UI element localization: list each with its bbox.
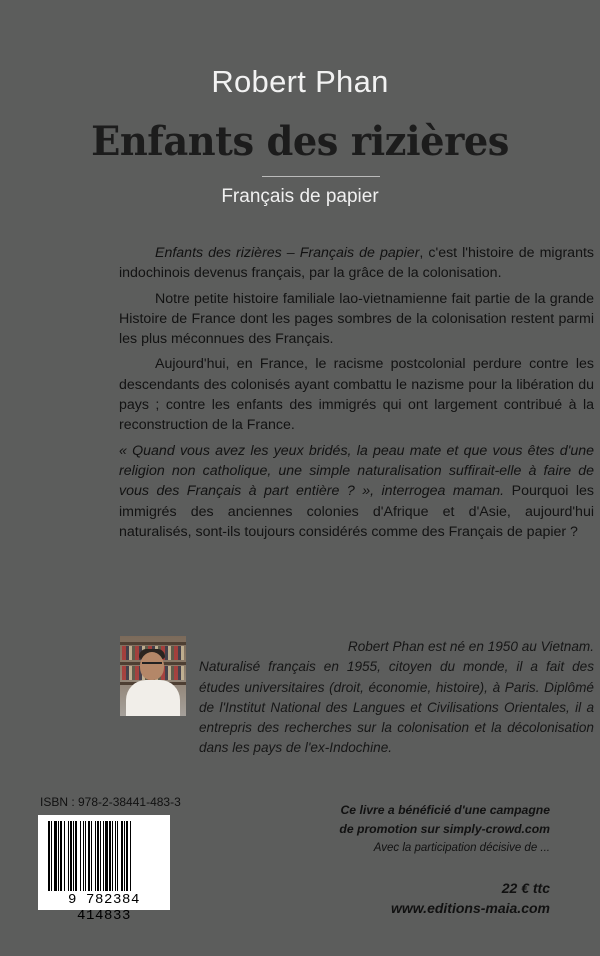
title-divider — [262, 176, 380, 177]
barcode — [38, 815, 170, 924]
barcode-bar — [70, 821, 72, 891]
barcode-bar — [97, 821, 99, 891]
barcode-bar — [83, 821, 84, 891]
author-bio-first-line: Robert Phan est né en 1950 au Vietnam. — [347, 639, 594, 654]
barcode-bar — [100, 821, 101, 891]
barcode-bar — [60, 821, 62, 891]
blurb-paragraph-1 — [119, 243, 594, 284]
barcode-number: 9 782384 414833 — [67, 892, 140, 924]
barcode-bar — [124, 821, 125, 891]
price: 22 € ttc — [501, 880, 550, 896]
barcode-bar — [73, 821, 74, 891]
promo-line-1: Ce livre a bénéficié d'une campagne — [340, 803, 550, 817]
barcode-bar — [91, 821, 92, 891]
barcode-bar — [103, 821, 104, 891]
blurb-paragraph-3: Aujourd'hui, en France, le racisme postcolonial perdure contre les descendants des colonisés ayant combattu le nazisme pour la libération du pays ; contre les enfants des immigrés qui ont largement contribué à la reconstruction de la France. — [119, 356, 594, 434]
publisher-website[interactable]: www.editions-maia.com — [391, 900, 550, 916]
barcode-bar — [80, 821, 81, 891]
author-bio-text: Naturalisé français en 1955, citoyen du monde, il a fait des études universitaires (droit, économie, histoire), à Paris. Diplômé de l'Institut National des Langues et Civilisations Orientales, il a entrepris des recherches sur la colonisation et la décolonisation dans les pays de l'ex-Indochine. — [199, 659, 594, 756]
barcode-bar — [64, 821, 65, 891]
barcode-bar — [117, 821, 118, 891]
blurb-paragraph-4-text: Pourquoi les immigrés des anciennes colonies d'Afrique et d'Asie, aujourd'hui naturalisés, sont-ils toujours considérés comme des Français de papier ? — [119, 483, 595, 540]
promo-line-2: de promotion sur simply-crowd.com — [339, 822, 550, 836]
barcode-bar — [95, 821, 96, 891]
blurb-quote: « Quand vous avez les yeux bridés, la peau mate et que vous êtes d'une religion non catholique, une simple naturalisation suffirait-elle à faire de vous des Français à part entière ? », interrogea maman. — [119, 442, 594, 500]
blurb-title-italic: Enfants des rizières – Français de papier — [155, 245, 420, 261]
barcode-bar — [115, 821, 116, 891]
barcode-bar — [121, 821, 123, 891]
barcode-bar — [68, 821, 69, 891]
barcode-bar — [58, 821, 59, 891]
barcode-bar — [105, 821, 108, 891]
blurb-paragraph-1-text: , c'est l'histoire de migrants indochinois devenus français, par la grâce de la colonisation. — [119, 245, 594, 282]
participation-text: Avec la participation décisive de ... — [373, 842, 550, 854]
barcode-bar — [112, 821, 113, 891]
barcode-bar — [85, 821, 86, 891]
blurb-paragraph-4 — [119, 441, 594, 542]
promo-text — [339, 801, 550, 839]
author-bio — [199, 637, 594, 759]
barcode-bar — [130, 821, 131, 891]
author-photo — [120, 636, 186, 716]
barcode-bar — [88, 821, 90, 891]
barcode-bars — [48, 821, 160, 891]
blurb-paragraph-2: Notre petite histoire familiale lao-vietnamienne fait partie de la grande Histoire de France dont les pages sombres de la colonisation restent parmi les plus méconnues des Français. — [119, 290, 594, 348]
blurb — [119, 243, 594, 547]
barcode-bar — [54, 821, 57, 891]
barcode-bar — [126, 821, 128, 891]
book-title: Enfants des rizières — [91, 118, 509, 165]
barcode-bar — [48, 821, 50, 891]
barcode-bar — [75, 821, 77, 891]
barcode-bar — [109, 821, 111, 891]
author-name: Robert Phan — [211, 64, 389, 99]
barcode-bar — [51, 821, 52, 891]
isbn: ISBN : 978-2-38441-483-3 — [40, 795, 181, 809]
book-subtitle: Français de papier — [221, 186, 379, 207]
